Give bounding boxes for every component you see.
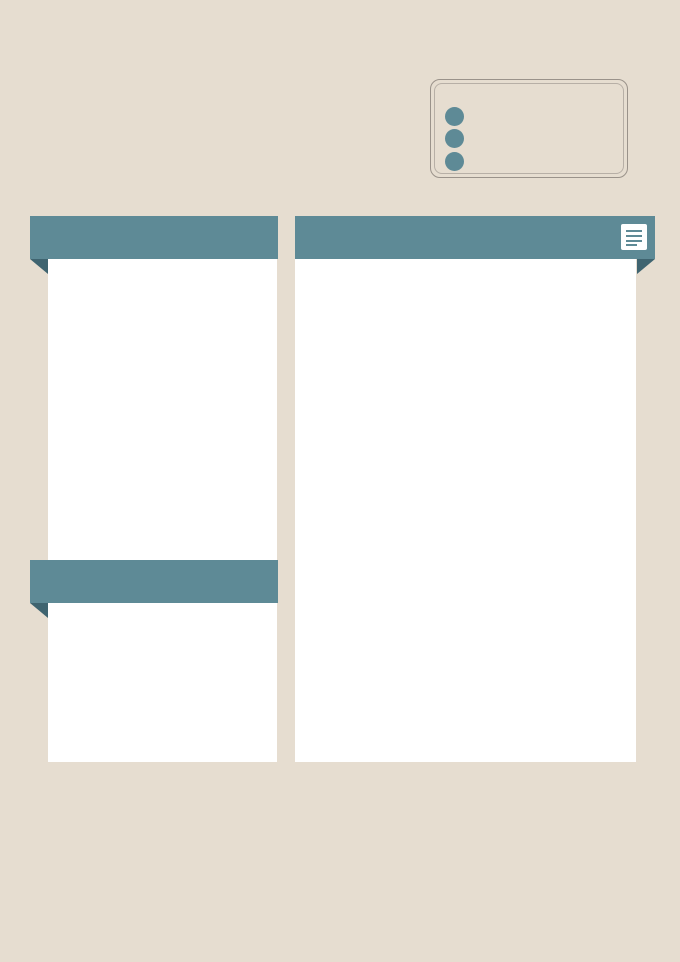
experience-panel [295,258,636,762]
document-icon [621,224,647,250]
extra-panel [48,602,277,762]
extra-ribbon-fold [30,603,48,618]
extra-header [30,560,278,603]
skills-ribbon-fold [30,259,48,274]
job-entry [310,554,625,556]
email-icon [445,152,464,171]
job-entry [310,275,625,277]
skills-panel [48,258,277,560]
contact-box [430,79,628,178]
extra-list [63,609,264,617]
contact-website-row[interactable] [445,128,474,148]
contact-phone-row [445,106,474,126]
skills-list [63,273,264,287]
website-icon [445,129,464,148]
skills-header [30,216,278,259]
experience-header [295,216,655,259]
contact-email-row[interactable] [445,151,474,171]
experience-ribbon-fold [637,259,655,274]
job-entry [310,399,625,401]
phone-icon [445,107,464,126]
